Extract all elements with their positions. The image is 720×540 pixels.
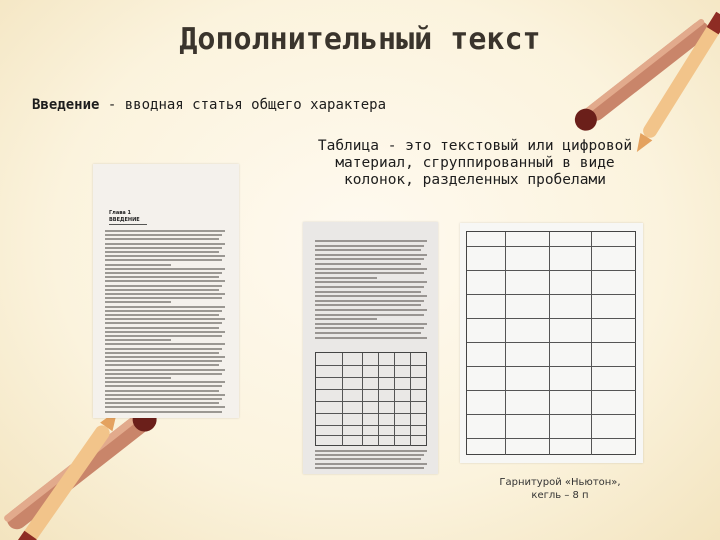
scan-text-line (105, 377, 171, 379)
scan-text-line (105, 335, 222, 337)
scan-large-table (466, 231, 636, 455)
scan-table-row-rule (316, 401, 427, 402)
scan-text-line (105, 343, 225, 345)
scan-text-line (105, 293, 225, 295)
scan-text-line (105, 268, 225, 270)
scan-text-line (105, 406, 225, 408)
scan-table-column-rule (410, 353, 411, 446)
scan-table-column-rule (505, 232, 506, 455)
scan-text-line (105, 301, 171, 303)
scan-text-line (315, 309, 427, 311)
scan-text-line (315, 332, 421, 334)
scan-table-row-rule (316, 425, 427, 426)
slide-title: Дополнительный текст (179, 22, 541, 57)
scan-text-line (105, 230, 225, 232)
scan-table-column-rule (549, 232, 550, 455)
scan-text-line (315, 304, 421, 306)
intro-term: Введение (32, 97, 100, 113)
scan-table-row-rule (467, 342, 636, 343)
scan-text-line (315, 314, 424, 316)
scan-text-line (315, 272, 424, 274)
scan-text-line (315, 281, 427, 283)
scan-table-column-rule (591, 232, 592, 455)
scan-text-line (105, 243, 225, 245)
scan-text-line (315, 318, 377, 320)
table-definition-line-2: материал, сгруппированный в виде (335, 155, 615, 171)
scan-text-line (315, 291, 421, 293)
scan-text-line (105, 322, 222, 324)
scan-text-line (315, 277, 377, 279)
scan-text-line (105, 327, 219, 329)
scan-table-column-rule (378, 353, 379, 446)
scan-text-line (105, 289, 219, 291)
scan-table-row-rule (467, 270, 636, 271)
scan-text-line (105, 394, 225, 396)
scan-text-line (105, 356, 225, 358)
table-definition (300, 138, 650, 189)
scan-text-line (315, 300, 424, 302)
scan-table-column-rule (342, 353, 343, 446)
scan-text-line (105, 285, 222, 287)
scan-text-line (315, 286, 424, 288)
scan-text-line (105, 352, 219, 354)
scan-text-line (105, 247, 222, 249)
scan-text-line (105, 264, 171, 266)
scan-text-line (105, 385, 222, 387)
scan-text-line (105, 411, 222, 413)
scan-text-line (315, 454, 424, 456)
scan-text-line (105, 297, 222, 299)
scan-text-line (105, 364, 219, 366)
scan-large-table-page (460, 223, 643, 463)
scan-table-row-rule (316, 413, 427, 414)
scan-text-line (105, 234, 222, 236)
intro-definition (32, 97, 386, 113)
scan-text-line (105, 390, 219, 392)
scan-text-line (105, 381, 225, 383)
scan-text-line (315, 249, 421, 251)
scan-chapter-label: Глава 1 (109, 210, 131, 216)
table-definition-line-3: колонок, разделенных пробелами (344, 172, 606, 188)
scan-table-row-rule (316, 377, 427, 378)
scan-table-row-rule (316, 365, 427, 366)
scan-text-line (105, 402, 219, 404)
scan-table-row-rule (467, 366, 636, 367)
scan-table-row-rule (467, 390, 636, 391)
scan-heading-rule (109, 224, 147, 225)
scan-text-line (105, 306, 225, 308)
scan-table-column-rule (394, 353, 395, 446)
scan-text-line (105, 339, 171, 341)
scan-text-line (315, 450, 427, 452)
scan-table-row-rule (316, 435, 427, 436)
scan-table-row-rule (467, 246, 636, 247)
scan-table-row-rule (467, 294, 636, 295)
scan-text-line (105, 276, 219, 278)
scan-text-line (315, 458, 421, 460)
scan-text-line (315, 323, 427, 325)
scan-text-line (105, 251, 219, 253)
scan-text-line (105, 360, 222, 362)
scan-text-line (105, 369, 225, 371)
scan-text-line (315, 268, 427, 270)
scan-small-table (315, 352, 427, 446)
scan-text-line (105, 272, 222, 274)
font-note-line-1: Гарнитурой «Ньютон», (499, 477, 621, 488)
scan-text-line (105, 255, 225, 257)
font-note (480, 476, 640, 502)
scan-text-line (105, 310, 222, 312)
scan-table-row-rule (316, 389, 427, 390)
scan-text-line (105, 259, 222, 261)
scan-table-page (303, 222, 438, 474)
scan-text-line (315, 263, 421, 265)
scan-text-line (105, 348, 222, 350)
scan-text-line (315, 327, 424, 329)
scan-text-line (315, 463, 427, 465)
table-definition-line-1: Таблица - это текстовый или цифровой (317, 138, 633, 154)
scan-text-line (105, 314, 219, 316)
scan-text-line (315, 295, 427, 297)
scan-table-row-rule (467, 414, 636, 415)
scan-text-line (315, 337, 427, 339)
scan-text-line (105, 331, 225, 333)
scan-text-line (105, 280, 225, 282)
scan-table-row-rule (467, 438, 636, 439)
scan-text-line (315, 254, 427, 256)
scan-text-line (105, 398, 222, 400)
scan-text-line (315, 258, 424, 260)
scan-text-line (315, 467, 424, 469)
scan-text-line (105, 238, 219, 240)
scan-text-line (105, 318, 225, 320)
scan-table-column-rule (362, 353, 363, 446)
scan-text-line (105, 373, 222, 375)
scan-text-line (315, 240, 427, 242)
intro-definition-text: - вводная статья общего характера (99, 97, 387, 113)
scan-table-row-rule (467, 318, 636, 319)
font-note-line-2: кегль – 8 п (531, 490, 589, 501)
scan-introduction-page (93, 164, 239, 418)
scan-text-line (315, 245, 424, 247)
scan-heading: ВВЕДЕНИЕ (109, 217, 140, 223)
